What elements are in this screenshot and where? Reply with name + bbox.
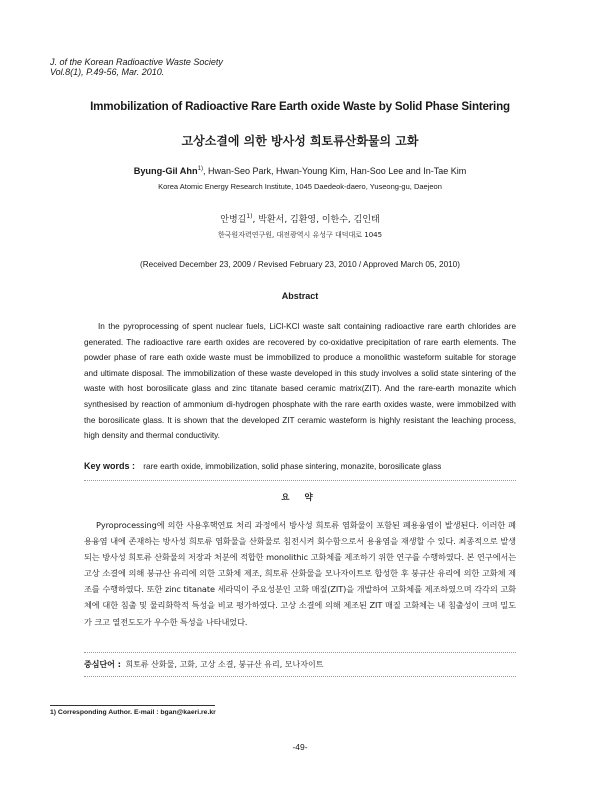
lead-author-korean: 안병길 bbox=[220, 215, 247, 225]
abstract-heading: Abstract bbox=[281, 291, 319, 301]
co-authors: , Hwan-Seo Park, Hwan-Young Kim, Han-Soo Lee and In-Tae Kim bbox=[203, 166, 467, 176]
affiliation-korean: 한국원자력연구원, 대전광역시 유성구 대덕대로 1045 bbox=[217, 231, 383, 239]
author-list bbox=[0, 166, 600, 176]
journal-citation bbox=[50, 57, 223, 77]
affiliation: Korea Atomic Energy Research Institute, 1045 Daedeok-daero, Yuseong-gu, Daejeon bbox=[158, 182, 442, 191]
footnote-rule bbox=[50, 705, 215, 706]
corresponding-author-footnote: 1) Corresponding Author. E-mail : bgan@kaeri.re.kr bbox=[50, 709, 216, 716]
page-number: -49- bbox=[292, 742, 308, 752]
keywords-text: rare earth oxide, immobilization, solid phase sintering, monazite, borosilicate glass bbox=[143, 462, 442, 471]
keywords-korean-text: 희토류 산화물, 고화, 고상 소결, 붕규산 유리, 모나자이트 bbox=[125, 660, 324, 669]
keywords bbox=[84, 461, 516, 471]
lead-author-korean-mark: 1) bbox=[246, 213, 253, 220]
abstract-body: In the pyroprocessing of spent nuclear fuels, LiCl-KCl waste salt containing radioactive rare earth chlorides are generated. The radioactive rare earth oxides are recovered by co-oxidative precipitation of rare earth elements. The powder phase of rare eath oxide waste must be immobilized to produce a monolithic wasteform suitable for storage and ultimate disposal. The immobilization of these waste developed in this study involves a solid state sintering of the waste with host borosilicate glass and zinc titanate based ceramic matrix(ZIT). And the rare-earth monazite which synthesised by reaction of ammonium di-hydrogen phosphate with the rare earth oxides waste, were immobilzed with the borosilicate glass. It is shown that the developed ZIT ceramic wasteform is highly resistant the leaching process, high density and thermal conductivity. bbox=[84, 322, 516, 441]
divider-dotted-bottom bbox=[84, 676, 516, 677]
lead-author: Byung-Gil Ahn bbox=[133, 166, 198, 176]
co-authors-korean: , 박환서, 김환영, 이한수, 김인태 bbox=[252, 215, 380, 225]
received-dates: (Received December 23, 2009 / Revised February 23, 2010 / Approved March 05, 2010) bbox=[140, 260, 460, 269]
keywords-korean-label: 중심단어 : bbox=[84, 660, 121, 669]
divider-dotted-korean bbox=[84, 652, 516, 653]
keywords-label: Key words : bbox=[84, 461, 136, 471]
paper-title-korean: 고상소결에 의한 방사성 희토류산화물의 고화 bbox=[181, 134, 419, 148]
korean-summary-heading: 요 약 bbox=[281, 493, 319, 503]
journal-volume: Vol.8(1), P.49-56, Mar. 2010. bbox=[50, 67, 165, 77]
divider-dotted bbox=[84, 480, 516, 481]
paper-title-english: Immobilization of Radioactive Rare Earth oxide Waste by Solid Phase Sintering bbox=[90, 100, 510, 113]
author-list-korean bbox=[0, 212, 600, 225]
journal-name: J. of the Korean Radioactive Waste Society bbox=[50, 57, 223, 67]
keywords-korean bbox=[84, 659, 516, 670]
lead-author-mark: 1) bbox=[197, 166, 203, 172]
korean-summary-body: Pyroprocessing에 의한 사용후핵연료 처리 과정에서 방사성 희토류 염화물이 포함된 폐용융염이 발생된다. 이러한 폐 용융염 내에 존재하는 방사성 희토류 염화물을 산화물로 침전시켜 회수함으로서 용융염을 재생할 수 있다. 최종적으로 발생되는 방사성 희토류 산화물의 저장과 처분에 적합한 monolithic 고화체를 제조하기 위한 연구를 수행하였다. 본 연구에서는 고상 소결에 의해 붕규산 유리에 의한 고화체 제조, 희토류 산화물을 모나자이트로 합성한 후 붕규산 유리에 의한 고화체 제조를 수행하였다. 또한 zinc titanate 세라믹이 주요성분인 고화 매질(ZIT)을 개발하여 고화체를 제조하였으며 각각의 고화체에 대한 침출 및 물리화학적 특성을 비교 평가하였다. 고상 소결에 의해 제조된 ZIT 매질 고화체는 내 침출성이 크며 밀도가 크고 열전도도가 우수한 특성을 나타내었다. bbox=[84, 520, 516, 627]
